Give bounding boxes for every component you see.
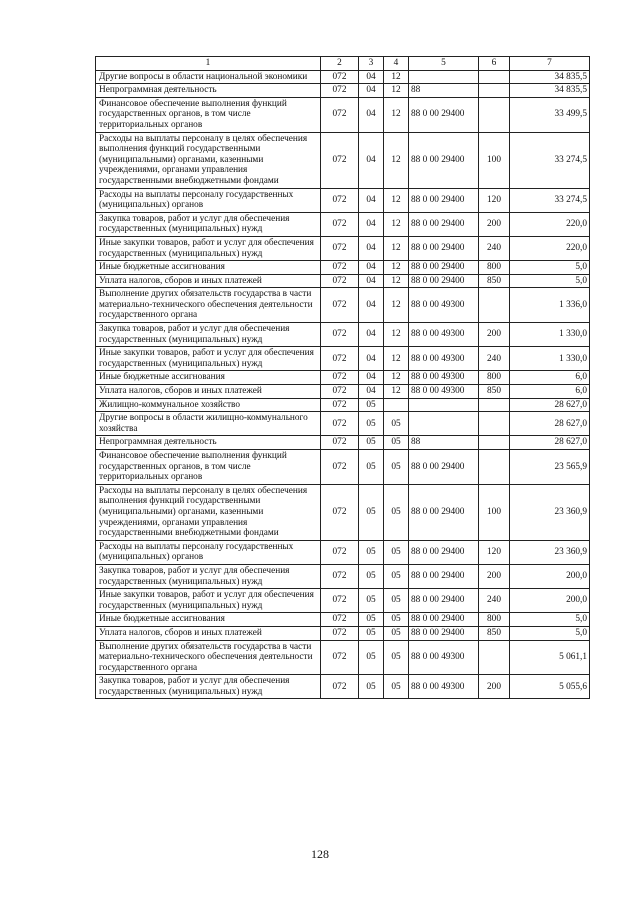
target-article-cell: 88 0 00 49300	[409, 371, 479, 385]
amount-cell: 5,0	[510, 613, 590, 627]
row-name-cell: Финансовое обеспечение выполнения функций государственных органов, в том числе территориальных органов	[96, 450, 321, 485]
amount-cell: 5,0	[510, 261, 590, 275]
section-cell: 05	[359, 626, 384, 640]
subsection-cell: 12	[384, 97, 409, 132]
target-article-cell: 88 0 00 49300	[409, 347, 479, 371]
section-cell: 04	[359, 347, 384, 371]
row-name-cell: Непрограммная деятельность	[96, 84, 321, 98]
amount-cell: 220,0	[510, 236, 590, 260]
section-cell: 05	[359, 564, 384, 588]
expense-type-cell: 800	[479, 261, 510, 275]
section-cell: 05	[359, 412, 384, 436]
section-cell: 05	[359, 450, 384, 485]
table-row	[96, 288, 590, 323]
ministry-code-cell: 072	[321, 97, 359, 132]
amount-cell: 1 330,0	[510, 323, 590, 347]
amount-cell: 6,0	[510, 371, 590, 385]
expense-type-cell	[479, 436, 510, 450]
row-name-cell: Иные закупки товаров, работ и услуг для обеспечения государственных (муниципальных) нужд	[96, 236, 321, 260]
section-cell: 05	[359, 613, 384, 627]
amount-cell: 34 835,5	[510, 70, 590, 84]
subsection-cell: 12	[384, 347, 409, 371]
table-row	[96, 412, 590, 436]
expense-type-cell: 850	[479, 274, 510, 288]
table-row	[96, 436, 590, 450]
row-name-cell: Выполнение других обязательств государства в части материально-технического обеспечения деятельности государственного органа	[96, 640, 321, 675]
ministry-code-cell: 072	[321, 132, 359, 188]
column-header: 5	[409, 57, 479, 71]
amount-cell: 6,0	[510, 385, 590, 399]
target-article-cell	[409, 70, 479, 84]
subsection-cell: 05	[384, 589, 409, 613]
table-row	[96, 450, 590, 485]
ministry-code-cell: 072	[321, 212, 359, 236]
header-row	[96, 57, 590, 71]
section-cell: 04	[359, 288, 384, 323]
target-article-cell: 88 0 00 49300	[409, 288, 479, 323]
ministry-code-cell: 072	[321, 188, 359, 212]
ministry-code-cell: 072	[321, 347, 359, 371]
target-article-cell: 88	[409, 84, 479, 98]
table-row	[96, 626, 590, 640]
target-article-cell: 88 0 00 49300	[409, 675, 479, 699]
expense-type-cell: 240	[479, 236, 510, 260]
budget-table	[95, 56, 590, 699]
table-row	[96, 385, 590, 399]
ministry-code-cell: 072	[321, 261, 359, 275]
subsection-cell: 12	[384, 274, 409, 288]
section-cell: 05	[359, 484, 384, 540]
target-article-cell	[409, 398, 479, 412]
subsection-cell: 05	[384, 675, 409, 699]
subsection-cell: 05	[384, 564, 409, 588]
target-article-cell: 88 0 00 29400	[409, 484, 479, 540]
table-row	[96, 347, 590, 371]
target-article-cell: 88 0 00 29400	[409, 132, 479, 188]
target-article-cell	[409, 412, 479, 436]
subsection-cell: 05	[384, 626, 409, 640]
subsection-cell: 12	[384, 70, 409, 84]
section-cell: 04	[359, 70, 384, 84]
section-cell: 04	[359, 261, 384, 275]
table-row	[96, 613, 590, 627]
expense-type-cell: 800	[479, 371, 510, 385]
amount-cell: 33 499,5	[510, 97, 590, 132]
ministry-code-cell: 072	[321, 484, 359, 540]
table-body	[96, 70, 590, 699]
target-article-cell: 88 0 00 29400	[409, 212, 479, 236]
expense-type-cell: 100	[479, 484, 510, 540]
row-name-cell: Расходы на выплаты персоналу государственных (муниципальных) органов	[96, 540, 321, 564]
section-cell: 04	[359, 188, 384, 212]
target-article-cell: 88 0 00 29400	[409, 540, 479, 564]
subsection-cell: 12	[384, 188, 409, 212]
subsection-cell: 12	[384, 84, 409, 98]
subsection-cell: 12	[384, 323, 409, 347]
ministry-code-cell: 072	[321, 412, 359, 436]
ministry-code-cell: 072	[321, 84, 359, 98]
subsection-cell: 05	[384, 640, 409, 675]
column-header: 4	[384, 57, 409, 71]
table-row	[96, 484, 590, 540]
ministry-code-cell: 072	[321, 626, 359, 640]
table-row	[96, 212, 590, 236]
expense-type-cell: 800	[479, 613, 510, 627]
target-article-cell: 88 0 00 29400	[409, 236, 479, 260]
target-article-cell: 88 0 00 29400	[409, 450, 479, 485]
table-row	[96, 564, 590, 588]
row-name-cell: Жилищно-коммунальное хозяйство	[96, 398, 321, 412]
amount-cell: 33 274,5	[510, 188, 590, 212]
amount-cell: 5 061,1	[510, 640, 590, 675]
amount-cell: 5,0	[510, 626, 590, 640]
amount-cell: 220,0	[510, 212, 590, 236]
row-name-cell: Выполнение других обязательств государства в части материально-технического обеспечения деятельности государственного органа	[96, 288, 321, 323]
row-name-cell: Расходы на выплаты персоналу государственных (муниципальных) органов	[96, 188, 321, 212]
ministry-code-cell: 072	[321, 589, 359, 613]
target-article-cell: 88 0 00 29400	[409, 188, 479, 212]
row-name-cell: Другие вопросы в области национальной экономики	[96, 70, 321, 84]
ministry-code-cell: 072	[321, 436, 359, 450]
column-header: 3	[359, 57, 384, 71]
expense-type-cell	[479, 640, 510, 675]
subsection-cell	[384, 398, 409, 412]
section-cell: 05	[359, 398, 384, 412]
section-cell: 04	[359, 323, 384, 347]
amount-cell: 5 055,6	[510, 675, 590, 699]
table-row	[96, 398, 590, 412]
table-row	[96, 675, 590, 699]
table-row	[96, 84, 590, 98]
row-name-cell: Закупка товаров, работ и услуг для обеспечения государственных (муниципальных) нужд	[96, 212, 321, 236]
row-name-cell: Непрограммная деятельность	[96, 436, 321, 450]
expense-type-cell	[479, 450, 510, 485]
row-name-cell: Иные закупки товаров, работ и услуг для обеспечения государственных (муниципальных) нужд	[96, 589, 321, 613]
amount-cell: 23 360,9	[510, 484, 590, 540]
expense-type-cell	[479, 97, 510, 132]
section-cell: 04	[359, 212, 384, 236]
column-header: 1	[96, 57, 321, 71]
amount-cell: 200,0	[510, 589, 590, 613]
ministry-code-cell: 072	[321, 398, 359, 412]
table-row	[96, 188, 590, 212]
target-article-cell: 88 0 00 49300	[409, 323, 479, 347]
subsection-cell: 12	[384, 261, 409, 275]
subsection-cell: 12	[384, 371, 409, 385]
expense-type-cell: 120	[479, 540, 510, 564]
subsection-cell: 12	[384, 385, 409, 399]
expense-type-cell: 240	[479, 589, 510, 613]
section-cell: 04	[359, 132, 384, 188]
ministry-code-cell: 072	[321, 70, 359, 84]
expense-type-cell	[479, 70, 510, 84]
section-cell: 05	[359, 436, 384, 450]
amount-cell: 28 627,0	[510, 436, 590, 450]
row-name-cell: Другие вопросы в области жилищно-коммунального хозяйства	[96, 412, 321, 436]
target-article-cell: 88 0 00 29400	[409, 97, 479, 132]
page-number: 128	[311, 847, 329, 861]
ministry-code-cell: 072	[321, 371, 359, 385]
subsection-cell: 05	[384, 484, 409, 540]
row-name-cell: Иные закупки товаров, работ и услуг для обеспечения государственных (муниципальных) нужд	[96, 347, 321, 371]
amount-cell: 28 627,0	[510, 412, 590, 436]
amount-cell: 23 565,9	[510, 450, 590, 485]
section-cell: 04	[359, 371, 384, 385]
row-name-cell: Закупка товаров, работ и услуг для обеспечения государственных (муниципальных) нужд	[96, 675, 321, 699]
expense-type-cell	[479, 412, 510, 436]
target-article-cell: 88	[409, 436, 479, 450]
table-row	[96, 371, 590, 385]
ministry-code-cell: 072	[321, 385, 359, 399]
table-row	[96, 261, 590, 275]
target-article-cell: 88 0 00 29400	[409, 261, 479, 275]
row-name-cell: Закупка товаров, работ и услуг для обеспечения государственных (муниципальных) нужд	[96, 323, 321, 347]
expense-type-cell: 200	[479, 564, 510, 588]
expense-type-cell	[479, 84, 510, 98]
subsection-cell: 12	[384, 132, 409, 188]
target-article-cell: 88 0 00 29400	[409, 564, 479, 588]
table-row	[96, 97, 590, 132]
row-name-cell: Иные бюджетные ассигнования	[96, 371, 321, 385]
target-article-cell: 88 0 00 29400	[409, 626, 479, 640]
column-header: 7	[510, 57, 590, 71]
amount-cell: 1 330,0	[510, 347, 590, 371]
expense-type-cell: 200	[479, 212, 510, 236]
subsection-cell: 12	[384, 212, 409, 236]
expense-type-cell: 240	[479, 347, 510, 371]
ministry-code-cell: 072	[321, 613, 359, 627]
target-article-cell: 88 0 00 49300	[409, 640, 479, 675]
ministry-code-cell: 072	[321, 274, 359, 288]
amount-cell: 28 627,0	[510, 398, 590, 412]
table-row	[96, 323, 590, 347]
section-cell: 04	[359, 385, 384, 399]
subsection-cell: 05	[384, 450, 409, 485]
section-cell: 04	[359, 84, 384, 98]
row-name-cell: Уплата налогов, сборов и иных платежей	[96, 274, 321, 288]
ministry-code-cell: 072	[321, 564, 359, 588]
expense-type-cell	[479, 398, 510, 412]
section-cell: 04	[359, 274, 384, 288]
subsection-cell: 05	[384, 540, 409, 564]
target-article-cell: 88 0 00 29400	[409, 613, 479, 627]
amount-cell: 34 835,5	[510, 84, 590, 98]
target-article-cell: 88 0 00 49300	[409, 385, 479, 399]
table-row	[96, 274, 590, 288]
ministry-code-cell: 072	[321, 236, 359, 260]
expense-type-cell: 100	[479, 132, 510, 188]
row-name-cell: Финансовое обеспечение выполнения функций государственных органов, в том числе территориальных органов	[96, 97, 321, 132]
subsection-cell: 05	[384, 412, 409, 436]
ministry-code-cell: 072	[321, 288, 359, 323]
row-name-cell: Расходы на выплаты персоналу в целях обеспечения выполнения функций государственными (муниципальными) органами, казенными учреждениями, органами управления государственными внебюджетными фондами	[96, 132, 321, 188]
row-name-cell: Иные бюджетные ассигнования	[96, 613, 321, 627]
expense-type-cell: 850	[479, 385, 510, 399]
subsection-cell: 05	[384, 436, 409, 450]
table-row	[96, 540, 590, 564]
ministry-code-cell: 072	[321, 640, 359, 675]
amount-cell: 33 274,5	[510, 132, 590, 188]
section-cell: 04	[359, 97, 384, 132]
table-row	[96, 640, 590, 675]
section-cell: 05	[359, 540, 384, 564]
ministry-code-cell: 072	[321, 540, 359, 564]
expense-type-cell: 850	[479, 626, 510, 640]
section-cell: 05	[359, 675, 384, 699]
amount-cell: 23 360,9	[510, 540, 590, 564]
row-name-cell: Закупка товаров, работ и услуг для обеспечения государственных (муниципальных) нужд	[96, 564, 321, 588]
subsection-cell: 05	[384, 613, 409, 627]
expense-type-cell: 200	[479, 323, 510, 347]
subsection-cell: 12	[384, 236, 409, 260]
target-article-cell: 88 0 00 29400	[409, 274, 479, 288]
row-name-cell: Уплата налогов, сборов и иных платежей	[96, 385, 321, 399]
amount-cell: 200,0	[510, 564, 590, 588]
expense-type-cell	[479, 288, 510, 323]
ministry-code-cell: 072	[321, 323, 359, 347]
ministry-code-cell: 072	[321, 675, 359, 699]
amount-cell: 5,0	[510, 274, 590, 288]
table-row	[96, 70, 590, 84]
row-name-cell: Уплата налогов, сборов и иных платежей	[96, 626, 321, 640]
amount-cell: 1 336,0	[510, 288, 590, 323]
expense-type-cell: 120	[479, 188, 510, 212]
target-article-cell: 88 0 00 29400	[409, 589, 479, 613]
ministry-code-cell: 072	[321, 450, 359, 485]
column-header: 6	[479, 57, 510, 71]
expense-type-cell: 200	[479, 675, 510, 699]
table-row	[96, 589, 590, 613]
column-header: 2	[321, 57, 359, 71]
section-cell: 04	[359, 236, 384, 260]
row-name-cell: Иные бюджетные ассигнования	[96, 261, 321, 275]
table-row	[96, 236, 590, 260]
row-name-cell: Расходы на выплаты персоналу в целях обеспечения выполнения функций государственными (муниципальными) органами, казенными учреждениями, органами управления государственными внебюджетными фондами	[96, 484, 321, 540]
section-cell: 05	[359, 640, 384, 675]
section-cell: 05	[359, 589, 384, 613]
table-row	[96, 132, 590, 188]
subsection-cell: 12	[384, 288, 409, 323]
